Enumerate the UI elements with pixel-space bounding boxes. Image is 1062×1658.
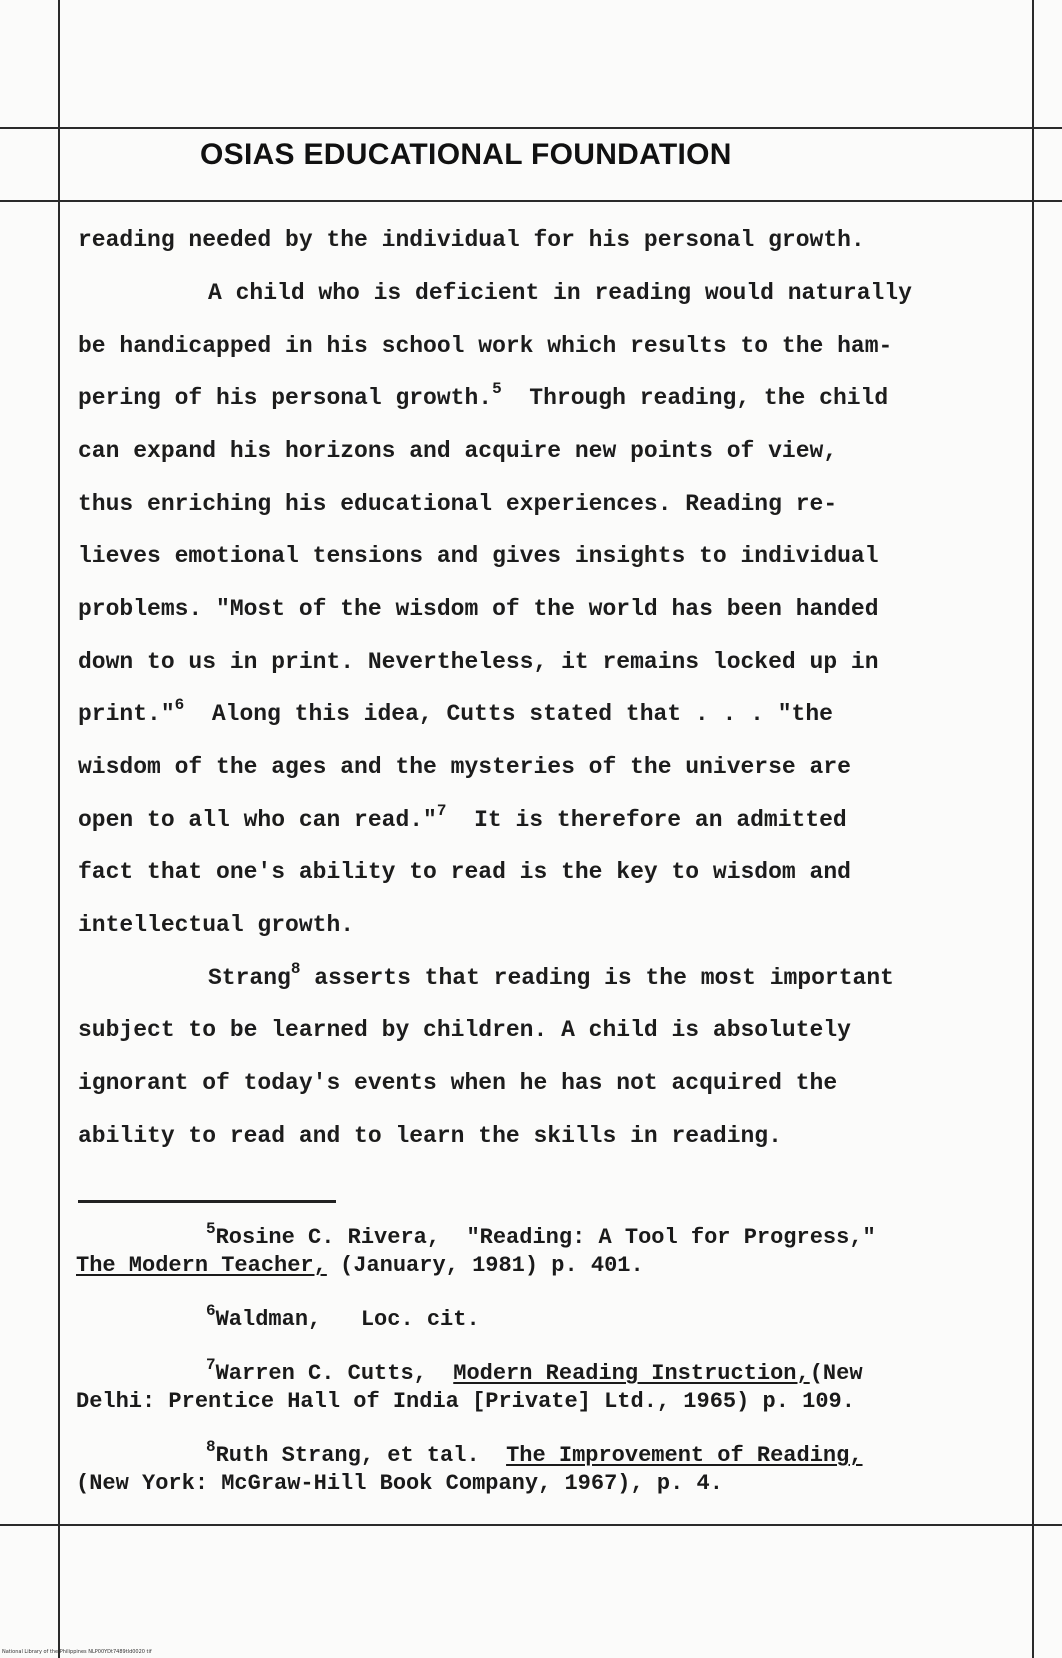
header-bottom-rule (0, 200, 1062, 202)
body-line: ability to read and to learn the skills in reading. (78, 1123, 782, 1149)
footnote-ref: 5 (492, 380, 502, 399)
body-line (208, 960, 894, 996)
body-line: be handicapped in his school work which results to the ham- (78, 333, 893, 359)
body-text: Through reading, the child (529, 385, 889, 411)
footnote-number: 7 (206, 1355, 216, 1374)
footnote-7-line-2: Delhi: Prentice Hall of India [Private] Ltd., 1965) p. 109. (76, 1389, 855, 1414)
body-line: subject to be learned by children. A child is absolutely (78, 1017, 851, 1043)
body-line (78, 802, 847, 838)
footnote-ref: 8 (290, 960, 301, 979)
footnote-title: Modern Reading Instruction, (453, 1361, 810, 1386)
left-margin-rule (58, 0, 60, 1658)
body-line: lieves emotional tensions and gives insights to individual (78, 543, 879, 569)
page-title: OSIAS EDUCATIONAL FOUNDATION (200, 138, 732, 171)
scan-footer: National Library of the Philippines NLP00YDt7489tld0020 tif (2, 1649, 152, 1655)
body-line (78, 696, 833, 732)
footnote-text: (January, 1981) p. 401. (326, 1253, 644, 1278)
body-line: reading needed by the individual for his personal growth. (78, 227, 865, 253)
footnote-8-line-2: (New York: McGraw-Hill Book Company, 1967), p. 4. (76, 1471, 723, 1496)
footnote-text: (New (809, 1361, 863, 1386)
footnote-title: The Modern Teacher, (76, 1253, 327, 1278)
body-line (78, 380, 888, 416)
footnote-ref: 7 (436, 802, 447, 821)
body-line: A child who is deficient in reading would naturally (208, 280, 912, 306)
header-top-rule (0, 127, 1062, 129)
footnote-title: The Improvement of Reading, (506, 1443, 863, 1468)
body-line: wisdom of the ages and the mysteries of the universe are (78, 754, 851, 780)
body-line: thus enriching his educational experiences. Reading re- (78, 491, 838, 517)
body-line: can expand his horizons and acquire new points of view, (78, 438, 838, 464)
footnote-text: Ruth Strang, et tal. (215, 1443, 507, 1468)
footnote-6 (206, 1301, 480, 1334)
body-text: Strang (208, 965, 291, 991)
body-text: pering of his personal growth. (78, 385, 493, 411)
body-line: problems. "Most of the wisdom of the world has been handed (78, 596, 879, 622)
body-text: It is therefore an admitted (474, 807, 847, 833)
body-line: fact that one's ability to read is the key to wisdom and (78, 859, 851, 885)
body-line: intellectual growth. (78, 912, 355, 938)
footer-rule (0, 1524, 1062, 1526)
right-margin-rule (1032, 0, 1034, 1658)
body-text: asserts that reading is the most important (314, 965, 894, 991)
body-text: print." (78, 701, 175, 727)
footnote-text: Warren C. Cutts, (215, 1361, 454, 1386)
footnote-number: 6 (206, 1301, 216, 1320)
footnote-number: 5 (206, 1219, 216, 1238)
body-text: open to all who can read." (78, 807, 437, 833)
footnote-number: 8 (206, 1437, 216, 1456)
body-text: Along this idea, Cutts stated that . . . "the (211, 701, 833, 727)
footnote-8-line-1 (206, 1437, 863, 1470)
footnote-separator (78, 1200, 336, 1203)
footnote-text: Waldman, Loc. cit. (215, 1307, 480, 1332)
footnote-5-line-2 (76, 1252, 644, 1280)
footnote-ref: 6 (174, 696, 185, 715)
body-line: down to us in print. Nevertheless, it remains locked up in (78, 649, 879, 675)
body-line: ignorant of today's events when he has not acquired the (78, 1070, 838, 1096)
footnote-5-line-1 (206, 1219, 876, 1252)
footnote-text: Rosine C. Rivera, "Reading: A Tool for Progress," (215, 1225, 876, 1250)
footnote-7-line-1 (206, 1355, 863, 1388)
